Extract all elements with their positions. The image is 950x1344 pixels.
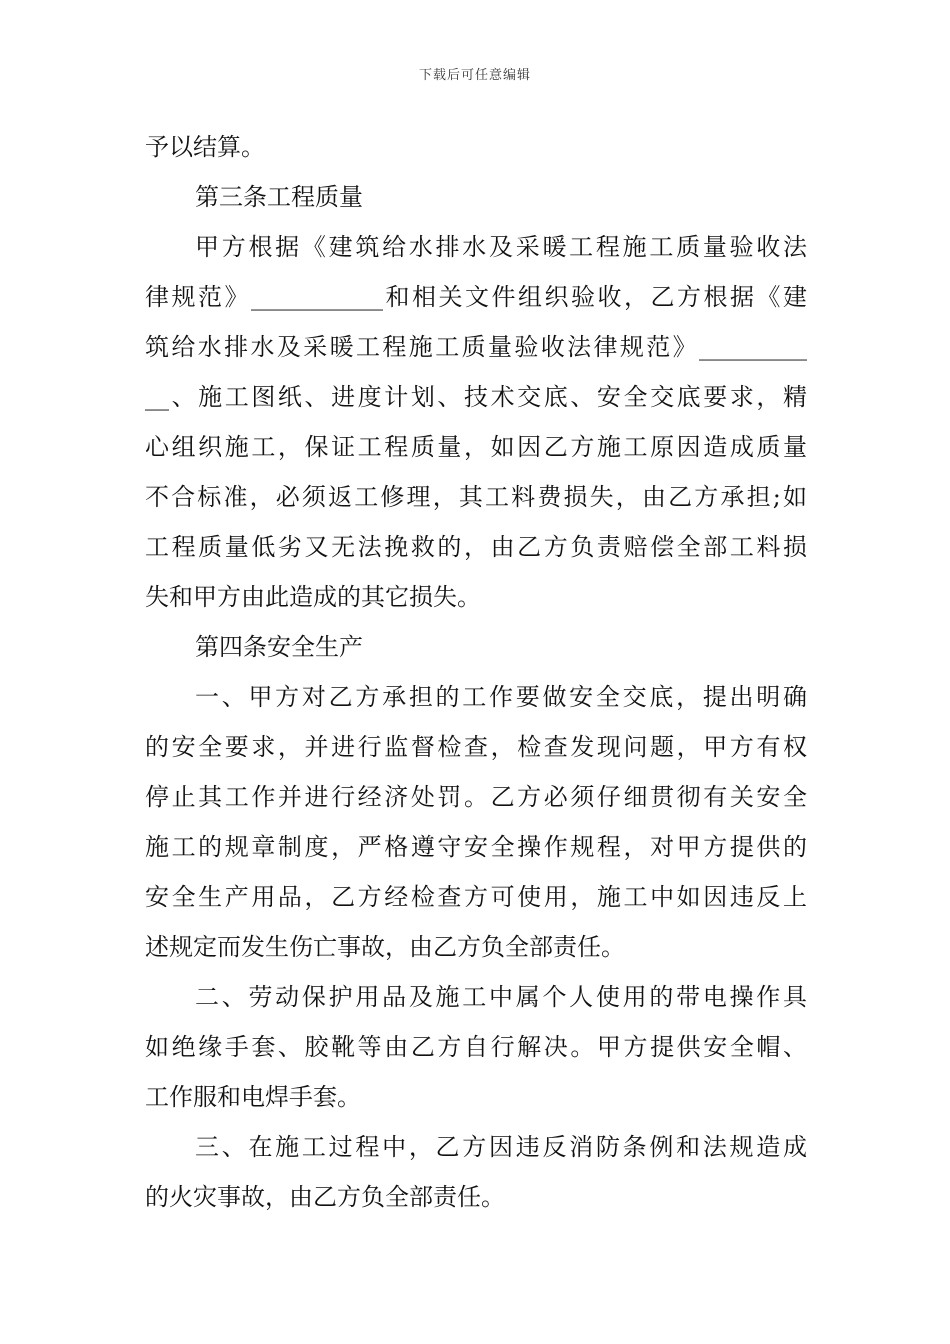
text-line: 工程质量低劣又无法挽救的，由乙方负责赔偿全部工料损 bbox=[145, 533, 807, 561]
section-heading: 第四条安全生产 bbox=[195, 633, 363, 661]
text-line: 筑给水排水及采暖工程施工质量验收法律规范》_________ bbox=[145, 333, 807, 361]
text-line: 安全生产用品，乙方经检查方可使用，施工中如因违反上 bbox=[145, 883, 807, 911]
text-line: 二、劳动保护用品及施工中属个人使用的带电操作具 bbox=[195, 983, 807, 1011]
text-line: 施工的规章制度，严格遵守安全操作规程，对甲方提供的 bbox=[145, 833, 807, 861]
text-line: 不合标准，必须返工修理，其工料费损失，由乙方承担;如 bbox=[145, 483, 807, 511]
section-heading: 第三条工程质量 bbox=[195, 183, 363, 211]
text-line: 心组织施工，保证工程质量，如因乙方施工原因造成质量 bbox=[145, 433, 807, 461]
text-line: 律规范》___________和相关文件组织验收，乙方根据《建 bbox=[145, 283, 807, 311]
text-line: 停止其工作并进行经济处罚。乙方必须仔细贯彻有关安全 bbox=[145, 783, 807, 811]
text-line: 工作服和电焊手套。 bbox=[145, 1083, 361, 1111]
page-header: 下载后可任意编辑 bbox=[418, 68, 531, 83]
text-line: 予以结算。 bbox=[145, 133, 265, 161]
text-line: 的火灾事故，由乙方负全部责任。 bbox=[145, 1183, 505, 1211]
text-line: 三、在施工过程中，乙方因违反消防条例和法规造成 bbox=[195, 1133, 807, 1161]
text-line: 述规定而发生伤亡事故，由乙方负全部责任。 bbox=[145, 933, 625, 961]
text-line: 甲方根据《建筑给水排水及采暖工程施工质量验收法 bbox=[195, 233, 807, 261]
text-line: 如绝缘手套、胶靴等由乙方自行解决。甲方提供安全帽、 bbox=[145, 1033, 807, 1061]
document-body bbox=[145, 122, 807, 1222]
text-line: __、施工图纸、进度计划、技术交底、安全交底要求，精 bbox=[145, 383, 807, 411]
text-line: 失和甲方由此造成的其它损失。 bbox=[145, 583, 481, 611]
text-line: 一、甲方对乙方承担的工作要做安全交底，提出明确 bbox=[195, 683, 807, 711]
text-line: 的安全要求，并进行监督检查，检查发现问题，甲方有权 bbox=[145, 733, 807, 761]
